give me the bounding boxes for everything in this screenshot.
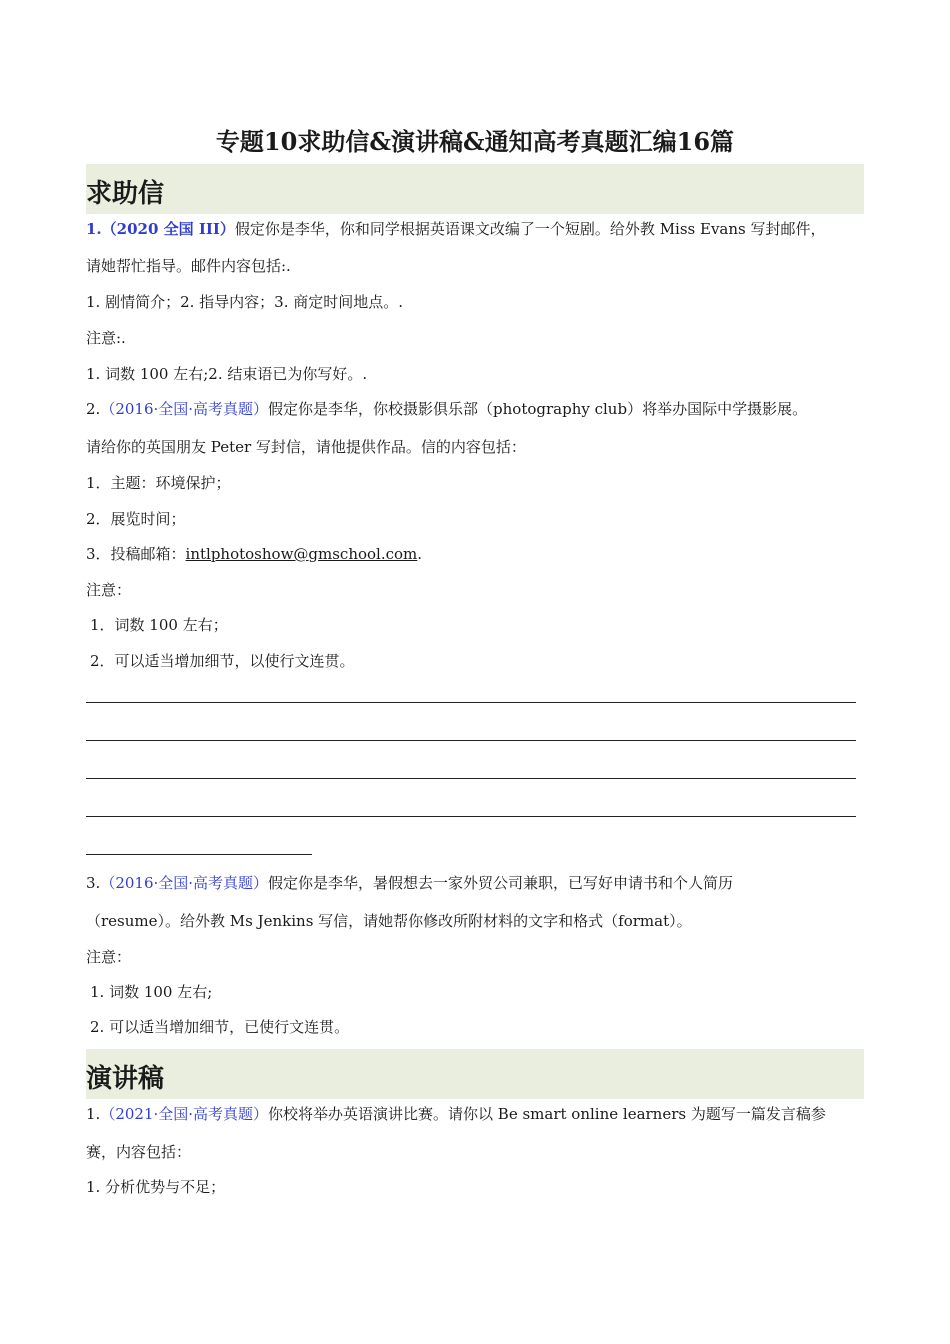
q2-item-3-end: . <box>417 545 423 563</box>
q3-note-label: 注意： <box>86 948 132 966</box>
q1-line-1 <box>86 219 826 239</box>
q2-line-1 <box>86 399 807 419</box>
q2-note-1: 1．词数 100 左右； <box>90 616 228 634</box>
page-title: 专题10求助信&演讲稿&通知高考真题汇编16篇 <box>215 127 735 156</box>
q1-note-label: 注意:. <box>86 329 126 347</box>
answer-line <box>86 740 856 741</box>
q4-line-2: 赛，内容包括： <box>86 1143 192 1161</box>
q1-text: 假定你是李华，你和同学根据英语课文改编了一个短剧。给外教 Miss Evans 写封邮件， <box>234 220 826 238</box>
q1-source: （2020 全国 III） <box>101 220 235 238</box>
q4-item-1: 1. 分析优势与不足； <box>86 1178 226 1196</box>
q4-source: （2021·全国·高考真题） <box>100 1105 269 1123</box>
answer-line <box>86 702 856 703</box>
q3-source: （2016·全国·高考真题） <box>100 874 269 892</box>
q2-item-1: 1．主题：环境保护； <box>86 474 231 492</box>
q3-line-1 <box>86 873 733 893</box>
section-title: 求助信 <box>86 179 165 209</box>
q3-number: 3. <box>86 874 101 892</box>
answer-line <box>86 778 856 779</box>
q1-note-text: 1. 词数 100 左右;2. 结束语已为你写好。. <box>86 365 368 383</box>
q2-line-2: 请给你的英国朋友 Peter 写封信，请他提供作品。信的内容包括： <box>86 438 526 456</box>
q3-note-2: 2. 可以适当增加细节，已使行文连贯。 <box>90 1018 350 1036</box>
section-title: 演讲稿 <box>86 1064 165 1094</box>
answer-line-short <box>86 854 312 855</box>
q4-line-1 <box>86 1104 826 1124</box>
section-header-help-letter <box>86 164 864 214</box>
q3-text: 假定你是李华，暑假想去一家外贸公司兼职，已写好申请书和个人简历 <box>268 874 734 892</box>
q2-number: 2. <box>86 400 101 418</box>
q2-note-label: 注意： <box>86 581 132 599</box>
q1-line-2: 请她帮忙指导。邮件内容包括:. <box>86 257 291 275</box>
answer-line <box>86 816 856 817</box>
email-link[interactable]: intlphotoshow@gmschool.com <box>185 545 418 563</box>
q2-item-3-label: 3．投稿邮箱： <box>86 545 186 563</box>
q1-line-3: 1. 剧情简介；2. 指导内容；3. 商定时间地点。. <box>86 293 404 311</box>
q4-number: 1. <box>86 1105 101 1123</box>
q2-note-2: 2．可以适当增加细节，以使行文连贯。 <box>90 652 355 670</box>
q2-item-2: 2．展览时间； <box>86 510 186 528</box>
section-header-speech <box>86 1049 864 1099</box>
q2-source: （2016·全国·高考真题） <box>100 400 269 418</box>
q2-text: 假定你是李华，你校摄影俱乐部（photography club）将举办国际中学摄影展。 <box>268 400 808 418</box>
q4-text: 你校将举办英语演讲比赛。请你以 Be smart online learners 为题写一篇发言稿参 <box>268 1105 826 1123</box>
q3-note-1: 1. 词数 100 左右; <box>90 983 213 1001</box>
q3-line-2: （resume）。给外教 Ms Jenkins 写信，请她帮你修改所附材料的文字和格式（format）。 <box>86 912 692 930</box>
q1-number: 1. <box>86 220 102 238</box>
q2-item-3 <box>86 544 422 564</box>
